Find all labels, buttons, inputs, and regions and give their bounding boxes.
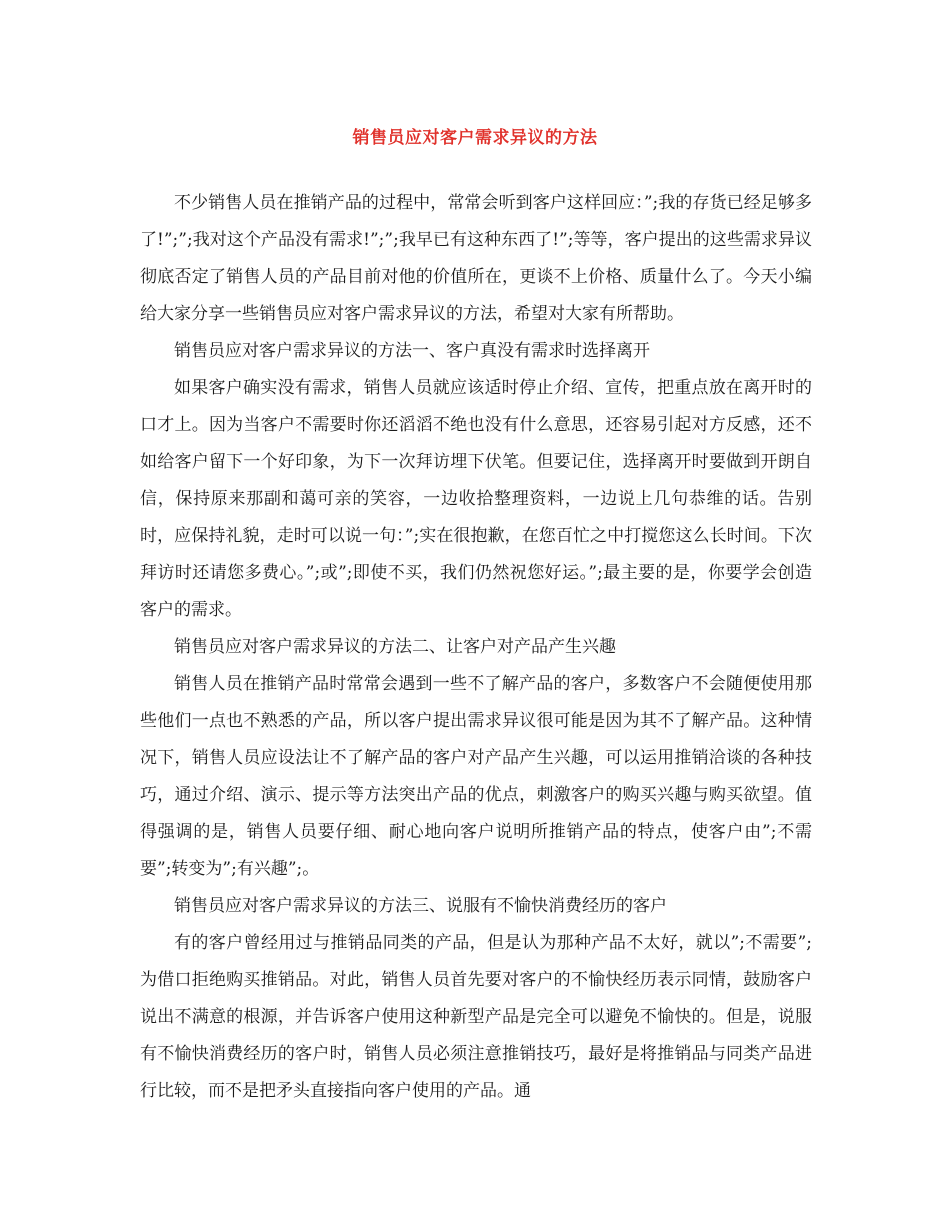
paragraph-method-3: 有的客户曾经用过与推销品同类的产品，但是认为那种产品不太好，就以”;不需要”;为借口拒绝购买推销品。对此，销售人员首先要对客户的不愉快经历表示同情，鼓励客户说出不满意的根源，并告诉客户使用这种新型产品是完全可以避免不愉快的。但是，说服有不愉快消费经历的客户时，销售人员必须注意推销技巧，最好是将推销品与同类产品进行比较，而不是把矛头直接指向客户使用的产品。通 [140, 933, 812, 1101]
heading-method-2: 销售员应对客户需求异议的方法二、让客户对产品产生兴趣 [174, 637, 616, 657]
paragraph-method-2: 销售人员在推销产品时常常会遇到一些不了解产品的客户，多数客户不会随便使用那些他们一点也不熟悉的产品，所以客户提出需求异议很可能是因为其不了解产品。这种情况下，销售人员应设法让不了解产品的客户对产品产生兴趣，可以运用推销洽谈的各种技巧，通过介绍、演示、提示等方法突出产品的优点，刺激客户的购买兴趣与购买欲望。值得强调的是，销售人员要仔细、耐心地向客户说明所推销产品的特点，使客户由”;不需要”;转变为”;有兴趣”;。 [140, 674, 812, 879]
heading-method-1: 销售员应对客户需求异议的方法一、客户真没有需求时选择离开 [174, 341, 650, 361]
paragraph-intro: 不少销售人员在推销产品的过程中，常常会听到客户这样回应：”;我的存货已经足够多了!”;”;我对这个产品没有需求!”;”;我早已有这种东西了!”;等等，客户提出的这些需求异议彻底否定了销售人员的产品目前对他的价值所在，更谈不上价格、质量什么了。今天小编给大家分享一些销售员应对客户需求异议的方法，希望对大家有所帮助。 [140, 193, 812, 324]
heading-method-3: 销售员应对客户需求异议的方法三、说服有不愉快消费经历的客户 [174, 896, 667, 916]
document-body [140, 185, 812, 1110]
paragraph-method-1: 如果客户确实没有需求，销售人员就应该适时停止介绍、宣传，把重点放在离开时的口才上。因为当客户不需要时你还滔滔不绝也没有什么意思，还容易引起对方反感，还不如给客户留下一个好印象，为下一次拜访埋下伏笔。但要记住，选择离开时要做到开朗自信，保持原来那副和蔼可亲的笑容，一边收拾整理资料，一边说上几句恭维的话。告别时，应保持礼貌，走时可以说一句：”;实在很抱歉，在您百忙之中打搅您这么长时间。下次拜访时还请您多费心。”;或”;即使不买，我们仍然祝您好运。”;最主要的是，你要学会创造客户的需求。 [140, 378, 812, 620]
document-title: 销售员应对客户需求异议的方法 [352, 128, 598, 148]
